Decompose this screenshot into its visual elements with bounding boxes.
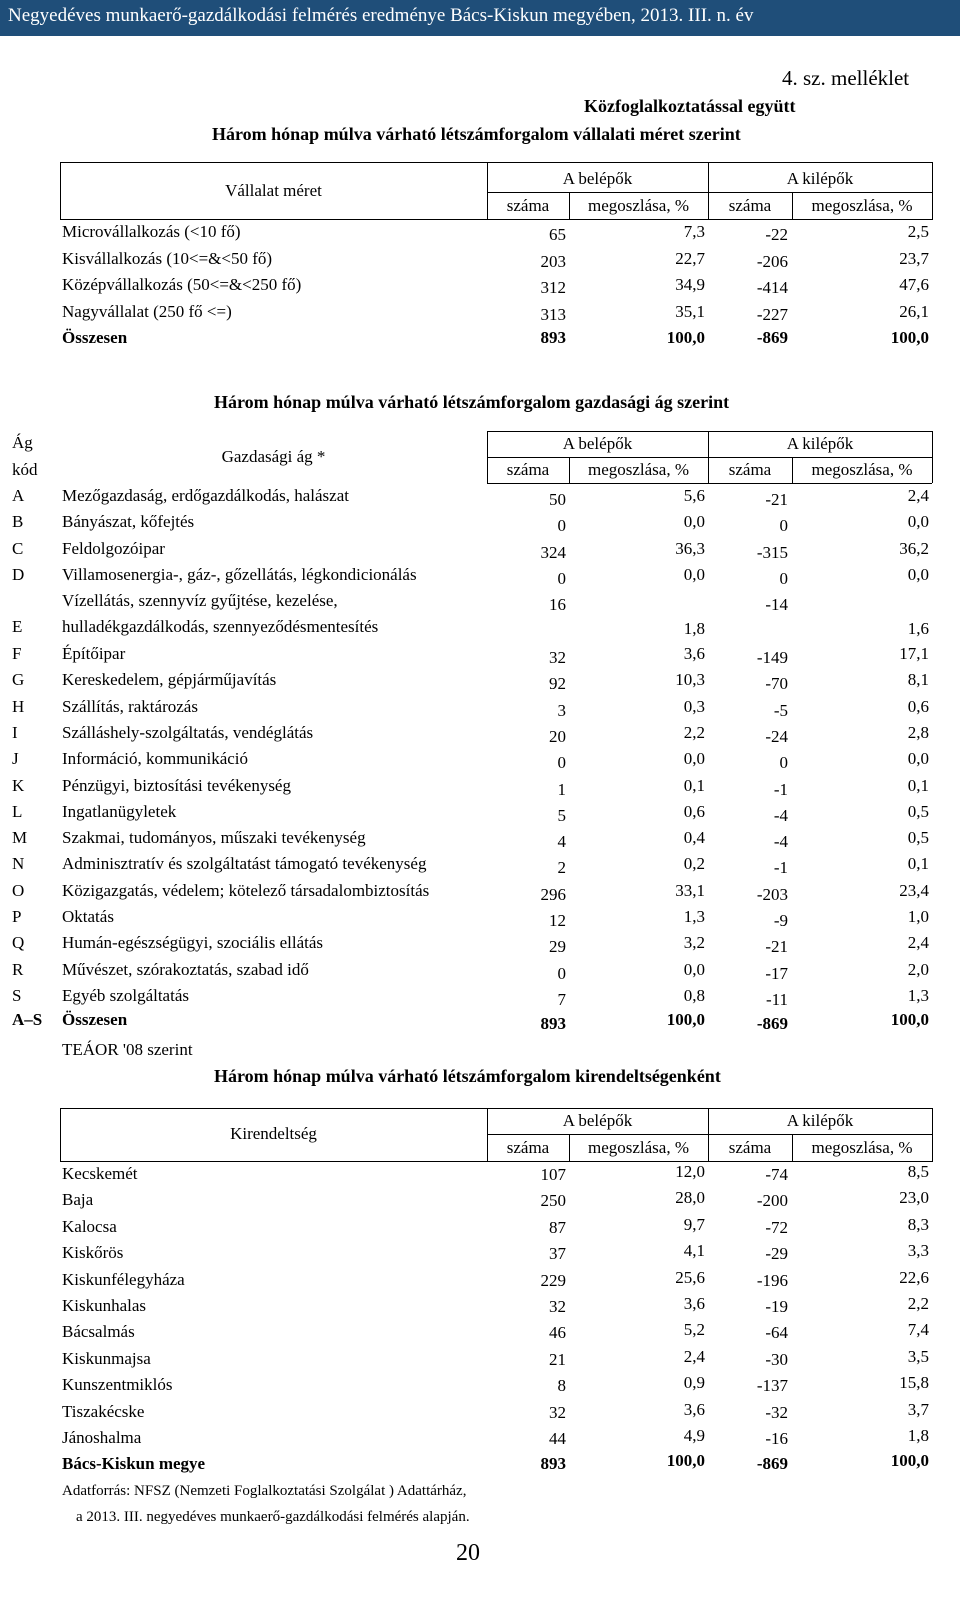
leavers-count: -227 (756, 304, 788, 324)
entrants-share: 2,2 (683, 722, 705, 742)
entrants-count: 44 (549, 1429, 566, 1448)
row-label: Pénzügyi, biztosítási tevékenység (62, 775, 291, 795)
entrants-share: 7,3 (683, 222, 705, 241)
entrants-count: 16 (549, 595, 566, 614)
table-row (0, 249, 960, 275)
entrants-share: 22,7 (675, 248, 705, 268)
leavers-share: 23,7 (899, 248, 929, 268)
table1-mid-line (487, 192, 932, 193)
entrants-share: 9,7 (683, 1214, 705, 1234)
annex-label: 4. sz. melléklet (782, 66, 910, 90)
row-label: Nagyvállalat (250 fő <=) (62, 301, 232, 321)
leavers-count: 0 (779, 516, 788, 536)
entrants-count: 1 (557, 779, 566, 799)
row-label: Kisvállalkozás (10<=&<50 fő) (62, 248, 273, 268)
table-row (0, 802, 960, 828)
leavers-count: -200 (756, 1191, 788, 1211)
leavers-share: 23,0 (899, 1188, 929, 1208)
row-label: Kereskedelem, gépjárműjavítás (62, 670, 277, 690)
table3-bottom-border (60, 1161, 933, 1162)
row-label: Kiskunmajsa (62, 1348, 151, 1368)
leavers-share: 1,8 (907, 1426, 929, 1445)
entrants-share: 0,0 (683, 959, 705, 979)
leavers-count: -72 (765, 1217, 788, 1237)
leavers-count: 0 (779, 568, 788, 588)
row-label: Humán-egészségügyi, szociális ellátás (62, 933, 324, 953)
entrants-share: 0,2 (683, 854, 705, 874)
col-share: megoszlása, % (811, 460, 913, 479)
table-row (0, 539, 960, 565)
row-label: Villamosenergia-, gáz-, gőzellátás, légkondicionálás (62, 564, 417, 584)
table-row (0, 1296, 960, 1322)
entrants-count: 313 (540, 304, 566, 324)
row-label: Kiskunfélegyháza (62, 1269, 185, 1289)
table-row (0, 1243, 960, 1269)
entrants-count: 2 (557, 858, 566, 878)
sector-code: P (12, 907, 22, 926)
entrants-share: 3,6 (683, 644, 705, 663)
row-label: Szakmai, tudományos, műszaki tevékenység (62, 828, 366, 848)
table-row (0, 1190, 960, 1216)
page-number: 20 (456, 1540, 480, 1566)
row-label: Bács-Kiskun megye (62, 1454, 206, 1473)
table-row (0, 1399, 960, 1428)
row-label: Építőipar (62, 644, 126, 663)
sector-code: E (12, 617, 23, 636)
entrants-count: 8 (557, 1376, 566, 1396)
leavers-count: -30 (765, 1349, 788, 1369)
entrants-share: 34,9 (675, 275, 705, 294)
leavers-count: -1 (773, 779, 788, 799)
leavers-count: -315 (756, 542, 788, 562)
table-row (0, 591, 960, 639)
table-row (0, 1428, 960, 1454)
leavers-share: 3,3 (907, 1241, 929, 1261)
entrants-count: 4 (557, 832, 566, 852)
entrants-count: 21 (549, 1349, 566, 1369)
table-row (0, 644, 960, 670)
entrants-share: 36,3 (675, 538, 705, 558)
leavers-share: 1,0 (907, 907, 929, 926)
col-leavers: A kilépők (786, 434, 854, 453)
table1-top-border (60, 162, 933, 163)
leavers-count: -869 (756, 328, 788, 347)
entrants-count: 296 (540, 884, 566, 904)
entrants-share: 35,1 (675, 301, 705, 321)
entrants-count: 92 (549, 674, 566, 694)
col-share: megoszlása, % (587, 460, 690, 479)
table-row (0, 486, 960, 512)
table-row (0, 512, 960, 538)
leavers-share: 0,5 (907, 828, 929, 848)
banner-title: Negyedéves munkaerő-gazdálkodási felmérés eredménye Bács-Kiskun megyében, 2013. III. n. év (8, 5, 754, 26)
source-line2: a 2013. III. negyedéves munkaerő-gazdálkodási felmérés alapján. (76, 1509, 470, 1525)
entrants-share: 0,0 (683, 564, 705, 584)
entrants-count: 20 (549, 726, 566, 746)
leavers-share: 3,5 (907, 1346, 929, 1366)
entrants-share: 2,4 (683, 1346, 705, 1366)
row-label: hulladékgazdálkodás, szennyeződésmentesítés (62, 617, 379, 636)
table2-mid-line (487, 457, 932, 458)
leavers-count: -17 (765, 963, 788, 983)
leavers-share: 8,5 (907, 1162, 929, 1181)
leavers-count: -869 (756, 1014, 788, 1033)
leavers-count: -64 (765, 1323, 788, 1343)
leavers-share: 8,1 (907, 670, 929, 690)
row-label: Egyéb szolgáltatás (62, 985, 189, 1005)
table1-head-size: Vállalat méret (225, 181, 322, 200)
leavers-count: -24 (765, 726, 788, 746)
entrants-count: 893 (540, 1014, 566, 1033)
entrants-share: 3,6 (683, 1294, 705, 1313)
leavers-count: -19 (765, 1297, 788, 1316)
table-row (0, 302, 960, 328)
entrants-share: 4,9 (683, 1426, 705, 1445)
sector-code: D (12, 564, 25, 584)
row-label: Kiskőrös (62, 1243, 124, 1263)
row-label: Kalocsa (62, 1216, 117, 1236)
row-label: Ingatlanügyletek (62, 801, 177, 821)
sector-code: G (12, 670, 25, 690)
entrants-count: 3 (557, 700, 566, 720)
col-count: száma (506, 196, 550, 215)
entrants-count: 12 (549, 911, 566, 930)
row-label: Összesen (62, 1010, 128, 1029)
table3-head-office: Kirendeltség (230, 1124, 317, 1143)
total-row (0, 1451, 960, 1480)
table-row (0, 222, 960, 248)
col-leavers: A kilépők (786, 1111, 854, 1130)
sector-code: A (12, 486, 25, 505)
row-label: Feldolgozóipar (62, 538, 165, 558)
entrants-count: 5 (557, 805, 566, 825)
entrants-share: 10,3 (675, 670, 705, 690)
entrants-share: 0,3 (683, 696, 705, 716)
entrants-count: 29 (549, 937, 566, 957)
table-row (0, 275, 960, 301)
sector-code: A–S (12, 1010, 43, 1029)
leavers-share: 2,2 (907, 1294, 929, 1313)
sector-code: L (12, 801, 23, 821)
row-label: Microvállalkozás (<10 fő) (62, 222, 241, 241)
header-banner (0, 0, 960, 36)
entrants-count: 312 (540, 278, 566, 297)
leavers-share: 23,4 (899, 880, 929, 900)
row-label: Bácsalmás (62, 1322, 135, 1342)
row-label: Adminisztratív és szolgáltatást támogató tevékenység (62, 854, 427, 874)
sector-code: B (12, 512, 24, 532)
col-entrants: A belépők (562, 1111, 633, 1130)
entrants-share: 33,1 (675, 880, 705, 900)
leavers-share: 100,0 (890, 328, 929, 347)
entrants-share: 5,2 (683, 1320, 705, 1340)
leavers-count: -414 (756, 278, 788, 297)
table-row (0, 960, 960, 986)
row-label: Oktatás (62, 907, 114, 926)
table1-bottom-border (60, 219, 933, 220)
leavers-count: -70 (765, 674, 788, 694)
table3-top-border (60, 1108, 933, 1109)
entrants-share: 0,8 (683, 985, 705, 1005)
sector-code: C (12, 538, 24, 558)
entrants-share: 100,0 (666, 328, 705, 347)
col-count: száma (506, 1138, 550, 1157)
entrants-share: 0,1 (683, 775, 705, 795)
leavers-count: -21 (765, 937, 788, 957)
col-entrants: A belépők (562, 434, 633, 453)
table-row (0, 749, 960, 775)
table-row (0, 776, 960, 802)
entrants-count: 65 (549, 225, 566, 244)
table-row (0, 854, 960, 880)
entrants-share: 0,9 (683, 1373, 705, 1393)
row-label: Mezőgazdaság, erdőgazdálkodás, halászat (62, 486, 349, 505)
leavers-share: 22,6 (899, 1267, 929, 1287)
row-label: Jánoshalma (62, 1428, 142, 1447)
table-row (0, 1375, 960, 1401)
entrants-share: 1,8 (683, 619, 705, 638)
table2-divider (932, 431, 933, 483)
table-row (0, 907, 960, 933)
entrants-share: 5,6 (683, 486, 705, 505)
sector-code: O (12, 880, 25, 900)
entrants-share: 0,0 (683, 749, 705, 769)
table3-right-border (932, 1108, 933, 1161)
col-count: száma (728, 196, 772, 215)
total-row (0, 1010, 960, 1036)
entrants-share: 100,0 (666, 1010, 705, 1029)
leavers-share: 3,7 (907, 1399, 929, 1419)
leavers-share: 0,1 (907, 775, 929, 795)
sector-code: Q (12, 933, 25, 953)
leavers-share: 1,3 (907, 985, 929, 1005)
sector-code: N (12, 854, 25, 874)
table-row (0, 723, 960, 749)
head-code-line1: Ág (12, 433, 33, 452)
leavers-share: 0,0 (907, 512, 929, 532)
leavers-share: 0,6 (907, 696, 929, 716)
row-label: Kunszentmiklós (62, 1375, 173, 1395)
row-label: Baja (62, 1190, 94, 1210)
entrants-count: 0 (557, 568, 566, 588)
leavers-count: -74 (765, 1165, 788, 1184)
row-label: Középvállalkozás (50<=&<250 fő) (62, 275, 302, 294)
leavers-count: -14 (765, 595, 788, 614)
col-leavers: A kilépők (786, 169, 854, 188)
col-share: megoszlása, % (587, 1138, 690, 1157)
entrants-count: 0 (557, 963, 566, 983)
table3-title: Három hónap múlva várható létszámforgalom kirendeltségenként (214, 1066, 721, 1086)
entrants-count: 0 (557, 516, 566, 536)
entrants-count: 324 (540, 542, 566, 562)
entrants-share: 0,4 (683, 828, 705, 848)
table-row (0, 1214, 960, 1243)
source-line1: Adatforrás: NFSZ (Nemzeti Foglalkoztatási Szolgálat ) Adattárház, (62, 1483, 467, 1499)
sector-code: J (12, 749, 19, 769)
entrants-share: 3,6 (683, 1399, 705, 1419)
leavers-count: -1 (773, 858, 788, 878)
leavers-share: 17,1 (899, 644, 929, 663)
leavers-share: 0,5 (907, 801, 929, 821)
sector-code: S (12, 985, 22, 1005)
col-count: száma (728, 460, 772, 479)
table3-mid-line (487, 1134, 932, 1135)
entrants-count: 46 (549, 1323, 566, 1343)
leavers-count: -137 (756, 1376, 788, 1396)
leavers-count: -196 (756, 1270, 788, 1290)
leavers-count: -203 (756, 884, 788, 904)
row-label: Bányászat, kőfejtés (62, 512, 195, 532)
leavers-share: 1,6 (907, 619, 929, 638)
col-share: megoszlása, % (587, 196, 690, 215)
entrants-share: 0,6 (683, 801, 705, 821)
entrants-count: 0 (557, 753, 566, 773)
table2-title: Három hónap múlva várható létszámforgalom gazdasági ág szerint (214, 392, 730, 412)
col-count: száma (506, 460, 550, 479)
entrants-share: 3,2 (683, 933, 705, 953)
row-label: Összesen (62, 328, 128, 347)
leavers-share: 47,6 (899, 275, 929, 294)
entrants-share: 1,3 (683, 907, 705, 926)
head-code-line2: kód (12, 460, 38, 479)
table-row (0, 881, 960, 907)
leavers-share: 2,4 (907, 486, 929, 505)
row-label: Vízellátás, szennyvíz gyűjtése, kezelése, (62, 591, 338, 610)
leavers-share: 36,2 (899, 538, 929, 558)
leavers-share: 0,0 (907, 749, 929, 769)
entrants-count: 87 (549, 1217, 566, 1237)
leavers-share: 100,0 (890, 1010, 929, 1029)
leavers-count: -206 (756, 251, 788, 271)
leavers-count: -149 (756, 648, 788, 667)
table-row (0, 986, 960, 1012)
leavers-count: -4 (773, 832, 788, 852)
col-entrants: A belépők (562, 169, 633, 188)
leavers-count: -21 (765, 490, 788, 509)
table2-head-sector: Gazdasági ág * (221, 447, 326, 466)
entrants-count: 107 (540, 1165, 566, 1184)
entrants-count: 32 (549, 1402, 566, 1422)
table-row (0, 697, 960, 723)
row-label: Művészet, szórakoztatás, szabad idő (62, 959, 309, 979)
entrants-count: 893 (540, 328, 566, 347)
table-row (0, 1267, 960, 1296)
entrants-share: 12,0 (675, 1162, 705, 1181)
sector-code: I (12, 722, 18, 742)
leavers-share: 100,0 (890, 1451, 929, 1470)
subtitle: Közfoglalkoztatással együtt (584, 96, 796, 116)
sector-code: R (12, 959, 24, 979)
table-row (0, 933, 960, 959)
leavers-count: -29 (765, 1244, 788, 1264)
leavers-count: -869 (756, 1454, 788, 1473)
sector-code: K (12, 775, 25, 795)
row-label: Közigazgatás, védelem; kötelező társadalombiztosítás (62, 880, 430, 900)
table2-bottom-border (487, 483, 932, 484)
entrants-share: 4,1 (683, 1241, 705, 1261)
leavers-share: 0,1 (907, 854, 929, 874)
sector-code: M (12, 828, 28, 848)
leavers-count: 0 (779, 753, 788, 773)
teaor-note: TEÁOR '08 szerint (62, 1040, 193, 1059)
entrants-share: 25,6 (675, 1267, 705, 1287)
entrants-count: 203 (540, 251, 566, 271)
sector-code: H (12, 696, 25, 716)
entrants-count: 893 (540, 1454, 566, 1473)
table-row (0, 565, 960, 591)
table1-right-border (932, 162, 933, 219)
row-label: Kecskemét (62, 1164, 138, 1183)
total-row (0, 328, 960, 354)
leavers-count: -16 (765, 1429, 788, 1448)
entrants-count: 250 (540, 1191, 566, 1211)
col-share: megoszlása, % (811, 1138, 913, 1157)
table-row (0, 828, 960, 854)
entrants-share: 28,0 (675, 1188, 705, 1208)
row-label: Információ, kommunikáció (62, 749, 249, 769)
leavers-count: -32 (765, 1402, 788, 1422)
leavers-share: 7,4 (907, 1320, 929, 1340)
entrants-count: 229 (540, 1270, 566, 1290)
leavers-share: 26,1 (899, 301, 929, 321)
leavers-count: -11 (765, 989, 788, 1009)
table-row (0, 1322, 960, 1348)
entrants-share: 0,0 (683, 512, 705, 532)
leavers-share: 15,8 (899, 1373, 929, 1393)
table1-title: Három hónap múlva várható létszámforgalom vállalati méret szerint (212, 124, 741, 144)
table-row (0, 1164, 960, 1190)
leavers-share: 2,0 (907, 959, 929, 979)
col-share: megoszlása, % (811, 196, 913, 215)
leavers-count: -5 (773, 700, 788, 720)
col-count: száma (728, 1138, 772, 1157)
leavers-share: 2,5 (907, 222, 929, 241)
table2-top-border (487, 431, 932, 432)
entrants-count: 32 (549, 1297, 566, 1316)
table-row (0, 670, 960, 696)
row-label: Szállítás, raktározás (62, 696, 198, 716)
leavers-count: -9 (773, 911, 788, 930)
leavers-count: -4 (773, 805, 788, 825)
row-label: Tiszakécske (62, 1401, 145, 1421)
entrants-count: 37 (549, 1244, 566, 1264)
entrants-count: 50 (549, 490, 566, 509)
sector-code: F (12, 644, 22, 663)
entrants-share: 100,0 (666, 1451, 705, 1470)
row-label: Kiskunhalas (62, 1296, 147, 1315)
leavers-share: 8,3 (907, 1214, 929, 1234)
leavers-share: 2,4 (907, 933, 929, 953)
leavers-share: 2,8 (907, 722, 929, 742)
leavers-count: -22 (765, 225, 788, 244)
row-label: Szálláshely-szolgáltatás, vendéglátás (62, 722, 314, 742)
entrants-count: 7 (557, 989, 566, 1009)
leavers-share: 0,0 (907, 564, 929, 584)
table-row (0, 1346, 960, 1375)
entrants-count: 32 (549, 648, 566, 667)
